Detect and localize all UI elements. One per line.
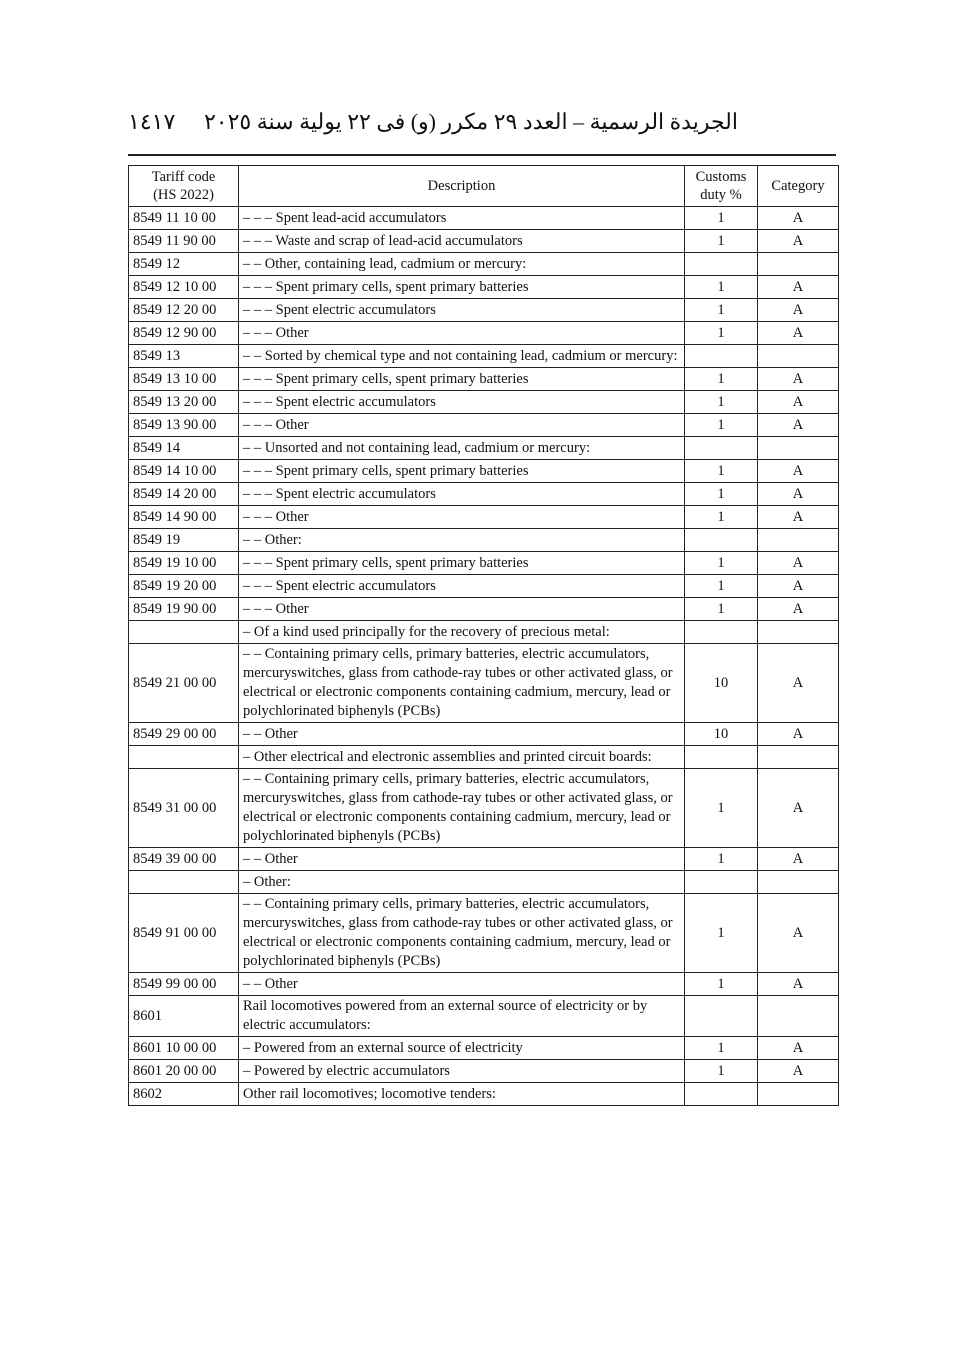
description-cell: – – – Spent electric accumulators (239, 391, 685, 414)
category-cell: A (758, 1060, 839, 1083)
tariff-code-cell: 8549 11 10 00 (129, 207, 239, 230)
customs-duty-cell: 10 (685, 723, 758, 746)
tariff-code-cell: 8602 (129, 1083, 239, 1106)
description-cell: – – – Other (239, 322, 685, 345)
column-header-tariff-code: Tariff code (HS 2022) (129, 166, 239, 207)
tariff-code-cell: 8549 12 20 00 (129, 299, 239, 322)
customs-duty-cell (685, 1083, 758, 1106)
customs-duty-cell (685, 253, 758, 276)
description-cell: – – – Spent electric accumulators (239, 575, 685, 598)
column-header-category: Category (758, 166, 839, 207)
table-row (129, 345, 839, 368)
description-cell: – – – Spent primary cells, spent primary batteries (239, 276, 685, 299)
tariff-code-cell: 8549 19 (129, 529, 239, 552)
table-row (129, 483, 839, 506)
customs-duty-cell: 1 (685, 460, 758, 483)
description-cell: – – Containing primary cells, primary batteries, electric accumulators, mercuryswitches, glass from cathode-ray tubes or other activated glass, or electrical or electronic components containing cadmium, mercury, lead or polychlorinated biphenyls (PCBs) (239, 644, 685, 723)
customs-duty-cell: 1 (685, 506, 758, 529)
tariff-table (128, 165, 839, 1106)
description-cell: – – – Spent primary cells, spent primary batteries (239, 368, 685, 391)
description-cell: – – – Spent primary cells, spent primary batteries (239, 460, 685, 483)
description-cell: Other rail locomotives; locomotive tenders: (239, 1083, 685, 1106)
tariff-code-cell: 8549 12 (129, 253, 239, 276)
customs-duty-cell: 1 (685, 848, 758, 871)
category-cell (758, 1083, 839, 1106)
table-row (129, 575, 839, 598)
tariff-code-cell: 8549 91 00 00 (129, 894, 239, 973)
category-cell: A (758, 276, 839, 299)
table-row (129, 1060, 839, 1083)
page-number: ١٤١٧ (128, 109, 176, 134)
description-cell: – – Other (239, 848, 685, 871)
tariff-code-cell: 8549 12 10 00 (129, 276, 239, 299)
category-cell: A (758, 894, 839, 973)
customs-duty-cell (685, 529, 758, 552)
description-cell: – – – Spent electric accumulators (239, 299, 685, 322)
table-row (129, 1083, 839, 1106)
category-cell (758, 253, 839, 276)
tariff-code-cell: 8549 39 00 00 (129, 848, 239, 871)
tariff-code-cell: 8549 14 90 00 (129, 506, 239, 529)
category-cell: A (758, 644, 839, 723)
table-row (129, 769, 839, 848)
customs-duty-cell: 1 (685, 230, 758, 253)
category-cell (758, 746, 839, 769)
customs-duty-cell: 1 (685, 414, 758, 437)
tariff-code-cell: 8549 12 90 00 (129, 322, 239, 345)
customs-duty-cell (685, 437, 758, 460)
description-cell: – Other electrical and electronic assemblies and printed circuit boards: (239, 746, 685, 769)
customs-duty-cell: 1 (685, 1037, 758, 1060)
description-cell: Rail locomotives powered from an external source of electricity or by electric accumulators: (239, 996, 685, 1037)
table-row (129, 894, 839, 973)
tariff-code-cell (129, 621, 239, 644)
description-cell: – – Other (239, 973, 685, 996)
tariff-code-cell: 8601 20 00 00 (129, 1060, 239, 1083)
table-row (129, 529, 839, 552)
table-row (129, 253, 839, 276)
tariff-code-cell: 8549 13 90 00 (129, 414, 239, 437)
description-cell: – Powered from an external source of electricity (239, 1037, 685, 1060)
customs-duty-cell: 1 (685, 552, 758, 575)
category-cell: A (758, 322, 839, 345)
customs-duty-cell (685, 871, 758, 894)
table-row (129, 506, 839, 529)
header-divider (128, 154, 836, 156)
description-cell: – – – Other (239, 598, 685, 621)
tariff-code-cell: 8601 (129, 996, 239, 1037)
table-row (129, 414, 839, 437)
category-cell: A (758, 723, 839, 746)
category-cell: A (758, 575, 839, 598)
tariff-code-cell: 8549 29 00 00 (129, 723, 239, 746)
description-cell: – Powered by electric accumulators (239, 1060, 685, 1083)
category-cell: A (758, 973, 839, 996)
category-cell (758, 621, 839, 644)
customs-duty-cell: 1 (685, 973, 758, 996)
tariff-code-cell: 8549 14 (129, 437, 239, 460)
tariff-code-cell (129, 746, 239, 769)
category-cell: A (758, 769, 839, 848)
category-cell: A (758, 1037, 839, 1060)
category-cell: A (758, 414, 839, 437)
tariff-code-cell: 8549 11 90 00 (129, 230, 239, 253)
category-cell: A (758, 299, 839, 322)
customs-duty-cell: 10 (685, 644, 758, 723)
table-row (129, 437, 839, 460)
category-cell: A (758, 483, 839, 506)
tariff-code-cell: 8549 13 (129, 345, 239, 368)
customs-duty-cell: 1 (685, 483, 758, 506)
table-row (129, 644, 839, 723)
customs-duty-cell: 1 (685, 575, 758, 598)
table-row (129, 1037, 839, 1060)
customs-duty-cell: 1 (685, 894, 758, 973)
category-cell: A (758, 230, 839, 253)
description-cell: – – – Spent lead-acid accumulators (239, 207, 685, 230)
customs-duty-cell: 1 (685, 299, 758, 322)
description-cell: – – Containing primary cells, primary batteries, electric accumulators, mercuryswitches, glass from cathode-ray tubes or other activated glass, or electrical or electronic components containing cadmium, mercury, lead or polychlorinated biphenyls (PCBs) (239, 769, 685, 848)
description-cell: – Of a kind used principally for the recovery of precious metal: (239, 621, 685, 644)
customs-duty-cell (685, 621, 758, 644)
description-cell: – – – Other (239, 506, 685, 529)
tariff-code-cell: 8549 14 10 00 (129, 460, 239, 483)
table-header-row (129, 166, 839, 207)
description-cell: – – Other: (239, 529, 685, 552)
category-cell: A (758, 207, 839, 230)
customs-duty-cell: 1 (685, 322, 758, 345)
table-body (129, 207, 839, 1106)
description-cell: – – Other, containing lead, cadmium or mercury: (239, 253, 685, 276)
table-row (129, 848, 839, 871)
table-row (129, 552, 839, 575)
category-cell (758, 345, 839, 368)
table-row (129, 460, 839, 483)
column-header-customs-duty: Customs duty % (685, 166, 758, 207)
table-row (129, 230, 839, 253)
description-cell: – – – Spent primary cells, spent primary batteries (239, 552, 685, 575)
category-cell (758, 529, 839, 552)
table-row (129, 299, 839, 322)
page-header (128, 104, 738, 140)
category-cell: A (758, 848, 839, 871)
category-cell (758, 871, 839, 894)
category-cell: A (758, 552, 839, 575)
customs-duty-cell: 1 (685, 598, 758, 621)
tariff-code-cell: 8549 14 20 00 (129, 483, 239, 506)
description-cell: – – Unsorted and not containing lead, cadmium or mercury: (239, 437, 685, 460)
customs-duty-cell: 1 (685, 276, 758, 299)
customs-duty-cell: 1 (685, 1060, 758, 1083)
customs-duty-cell: 1 (685, 368, 758, 391)
table-row (129, 746, 839, 769)
table-row (129, 621, 839, 644)
description-cell: – – Containing primary cells, primary batteries, electric accumulators, mercuryswitches, glass from cathode-ray tubes or other activated glass, or electrical or electronic components containing cadmium, mercury, lead or polychlorinated biphenyls (PCBs) (239, 894, 685, 973)
table-row (129, 391, 839, 414)
category-cell: A (758, 506, 839, 529)
tariff-code-cell (129, 871, 239, 894)
description-cell: – – – Spent electric accumulators (239, 483, 685, 506)
table-row (129, 871, 839, 894)
table-row (129, 723, 839, 746)
tariff-code-cell: 8549 19 90 00 (129, 598, 239, 621)
category-cell: A (758, 368, 839, 391)
table-row (129, 276, 839, 299)
tariff-code-cell: 8549 19 20 00 (129, 575, 239, 598)
customs-duty-cell (685, 345, 758, 368)
gazette-title: الجريدة الرسمية – العدد ٢٩ مكرر (و) فى ٢٢ يولية سنة ٢٠٢٥ (203, 109, 738, 134)
table-row (129, 368, 839, 391)
category-cell: A (758, 598, 839, 621)
tariff-code-cell: 8549 13 20 00 (129, 391, 239, 414)
tariff-code-cell: 8549 21 00 00 (129, 644, 239, 723)
table-row (129, 322, 839, 345)
customs-duty-cell: 1 (685, 769, 758, 848)
customs-duty-cell (685, 746, 758, 769)
tariff-code-cell: 8549 13 10 00 (129, 368, 239, 391)
description-cell: – Other: (239, 871, 685, 894)
customs-duty-cell (685, 996, 758, 1037)
description-cell: – – – Waste and scrap of lead-acid accumulators (239, 230, 685, 253)
category-cell (758, 437, 839, 460)
table-row (129, 973, 839, 996)
tariff-code-cell: 8549 19 10 00 (129, 552, 239, 575)
column-header-description: Description (239, 166, 685, 207)
tariff-code-cell: 8601 10 00 00 (129, 1037, 239, 1060)
table-row (129, 207, 839, 230)
customs-duty-cell: 1 (685, 207, 758, 230)
table-row (129, 598, 839, 621)
description-cell: – – Other (239, 723, 685, 746)
category-cell: A (758, 391, 839, 414)
description-cell: – – Sorted by chemical type and not containing lead, cadmium or mercury: (239, 345, 685, 368)
table-row (129, 996, 839, 1037)
category-cell: A (758, 460, 839, 483)
category-cell (758, 996, 839, 1037)
tariff-code-cell: 8549 31 00 00 (129, 769, 239, 848)
tariff-code-cell: 8549 99 00 00 (129, 973, 239, 996)
customs-duty-cell: 1 (685, 391, 758, 414)
description-cell: – – – Other (239, 414, 685, 437)
